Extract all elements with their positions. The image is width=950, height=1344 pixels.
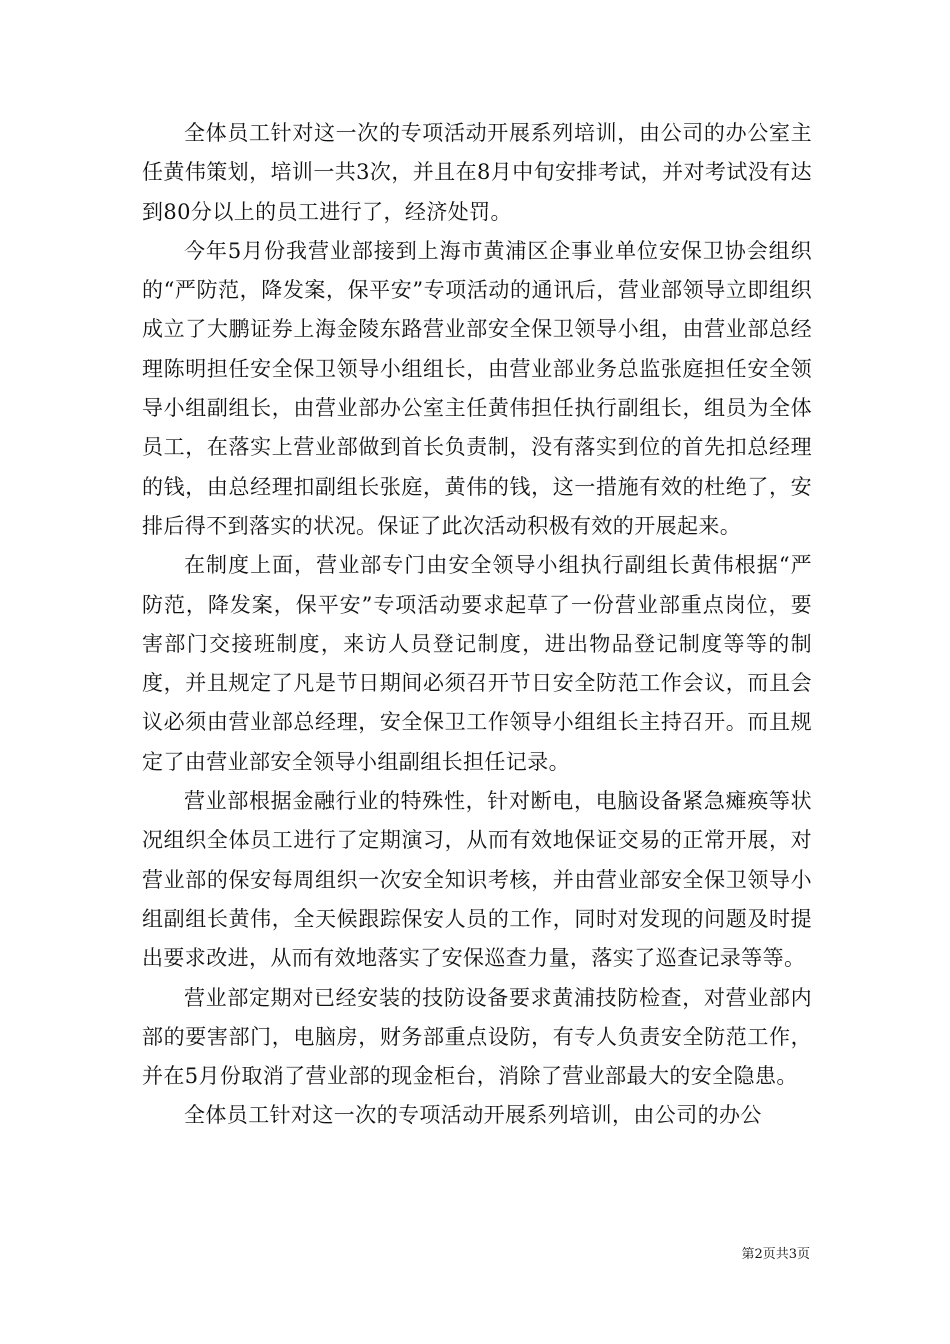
paragraph-security-equipment: 营业部定期对已经安装的技防设备要求黄浦技防检查，对营业部内部的要害部门，电脑房，财务部重点设防，有专人负责安全防范工作，并在5月份取消了营业部的现金柜台，消除了营业部最大的安全隐患。 bbox=[142, 985, 812, 1089]
paragraph-leadership-group: 今年5月份我营业部接到上海市黄浦区企事业单位安保卫协会组织的“严防范，降发案，保平安”专项活动的通讯后，营业部领导立即组织成立了大鹏证券上海金陵东路营业部安全保卫领导小组，由营业部总经理陈明担任安全保卫领导小组组长，由营业部业务总监张庭担任安全领导小组副组长，由营业部办公室主任黄伟担任执行副组长，组员为全体员工，在落实上营业部做到首长负责制，没有落实到位的首先扣总经理的钱，由总经理扣副组长张庭，黄伟的钱，这一措施有效的杜绝了，安排后得不到落实的状况。保证了此次活动积极有效的开展起来。 bbox=[142, 238, 812, 538]
page-number: 第2页共3页 bbox=[741, 1247, 810, 1262]
paragraph-training-repeat: 全体员工针对这一次的专项活动开展系列培训，由公司的办公 bbox=[184, 1103, 762, 1128]
document-body bbox=[142, 114, 812, 1136]
paragraph-training: 全体员工针对这一次的专项活动开展系列培训，由公司的办公室主任黄伟策划，培训一共3次，并且在8月中旬安排考试，并对考试没有达到80分以上的员工进行了，经济处罚。 bbox=[142, 121, 812, 224]
paragraph-drills: 营业部根据金融行业的特殊性，针对断电，电脑设备紧急瘫痪等状况组织全体员工进行了定期演习，从而有效地保证交易的正常开展，对营业部的保安每周组织一次安全知识考核，并由营业部安全保卫领导小组副组长黄伟，全天候跟踪保安人员的工作，同时对发现的问题及时提出要求改进，从而有效地落实了安保巡查力量，落实了巡查记录等等。 bbox=[142, 789, 812, 971]
paragraph-regulations: 在制度上面，营业部专门由安全领导小组执行副组长黄伟根据“严防范，降发案，保平安”专项活动要求起草了一份营业部重点岗位，要害部门交接班制度，来访人员登记制度，进出物品登记制度等等的制度，并且规定了凡是节日期间必须召开节日安全防范工作会议，而且会议必须由营业部总经理，安全保卫工作领导小组组长主持召开。而且规定了由营业部安全领导小组副组长担任记录。 bbox=[142, 553, 812, 774]
